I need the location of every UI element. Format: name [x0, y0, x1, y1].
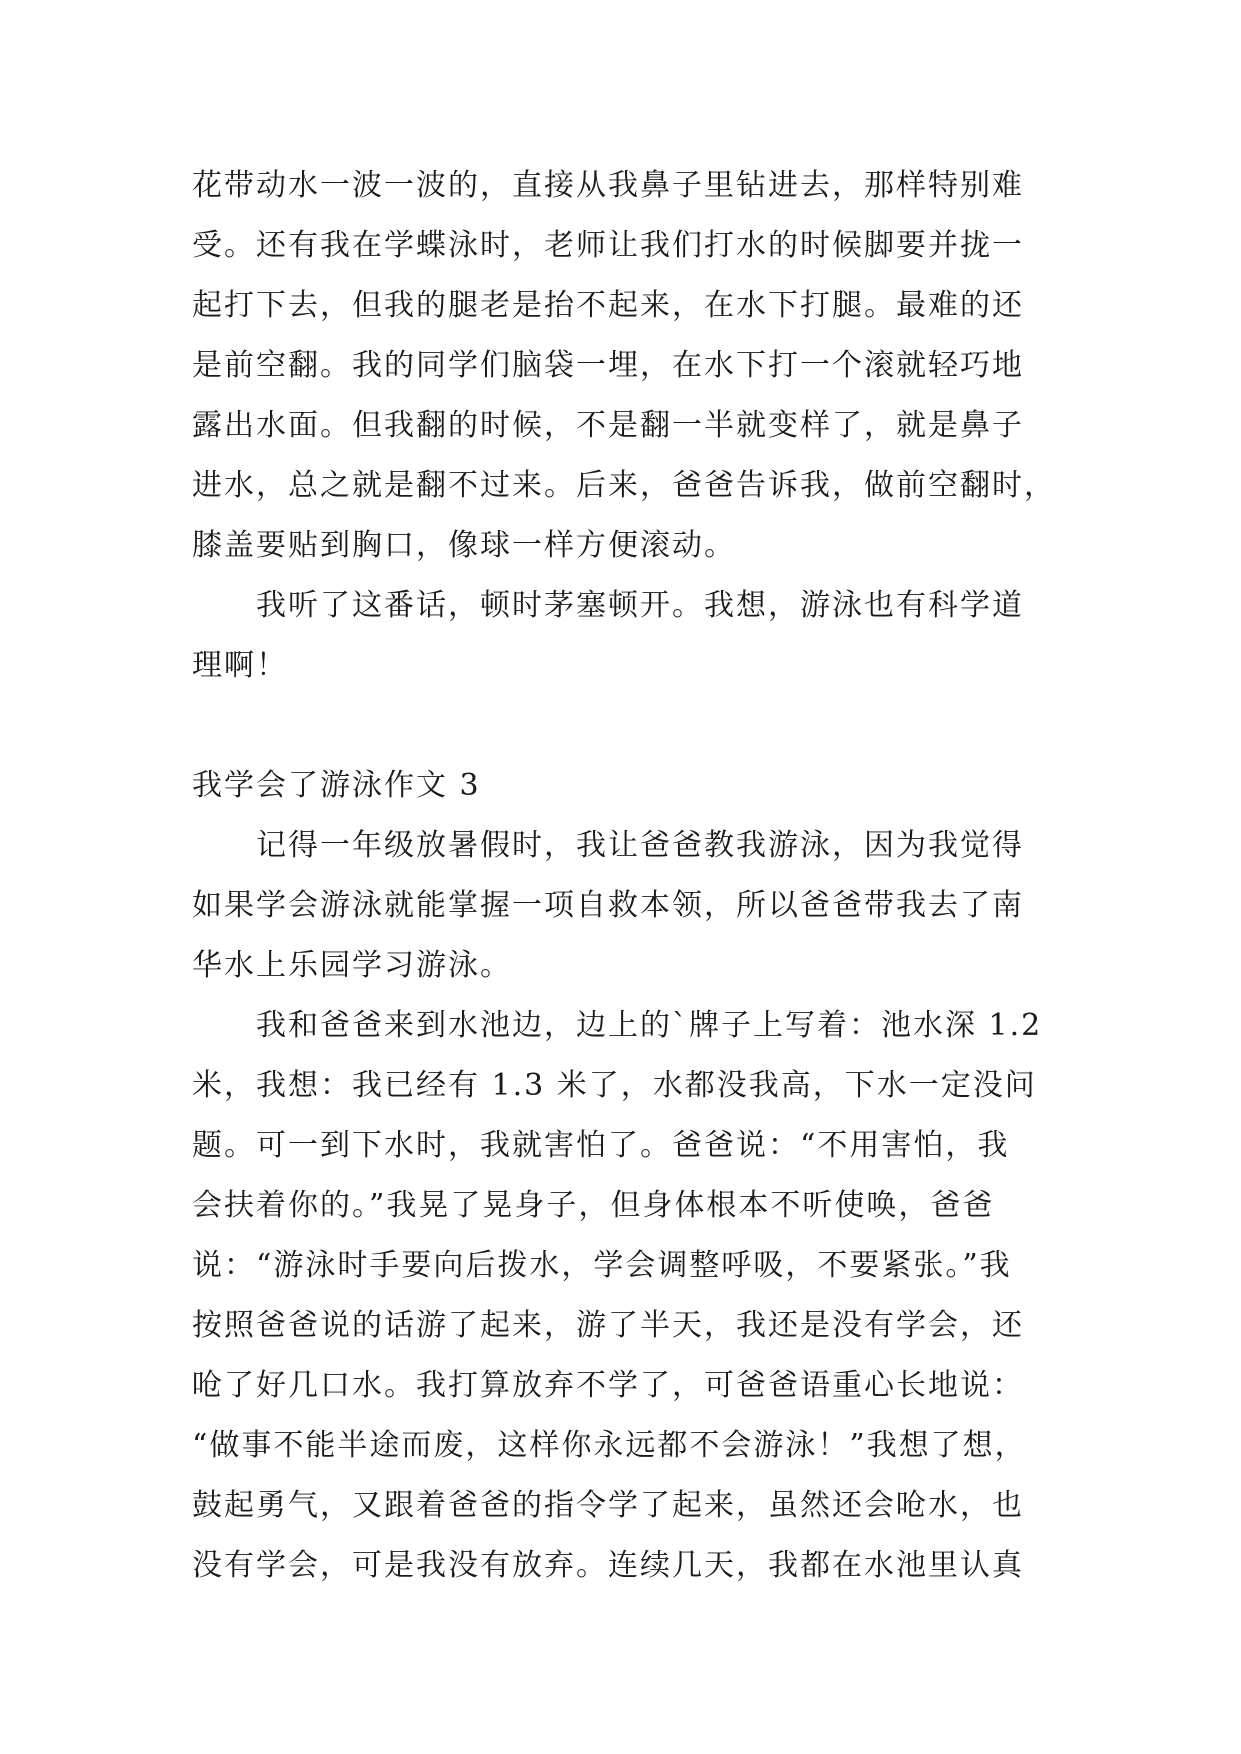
- text-line: 是前空翻。我的同学们脑袋一埋，在水下打一个滚就轻巧地: [192, 348, 1024, 383]
- text-line: 膝盖要贴到胸口，像球一样方便滚动。: [192, 528, 736, 563]
- text-line: 说：“游泳时手要向后拨水，学会调整呼吸，不要紧张。”我: [192, 1248, 1012, 1283]
- text-line: 题。可一到下水时，我就害怕了。爸爸说：“不用害怕，我: [192, 1128, 1010, 1163]
- section-heading: 我学会了游泳作文 3: [192, 768, 481, 803]
- text-line: 米，我想：我已经有 1.3 米了，水都没我高，下水一定没问: [192, 1068, 1037, 1103]
- text-line: 呛了好几口水。我打算放弃不学了，可爸爸语重心长地说：: [192, 1368, 1024, 1403]
- paragraph-2: [192, 576, 1082, 696]
- text-line: 记得一年级放暑假时，我让爸爸教我游泳，因为我觉得: [256, 828, 1024, 863]
- section-gap: [192, 696, 1082, 756]
- document-body: [192, 156, 1082, 1596]
- paragraph-1: [192, 156, 1082, 576]
- paragraph-3: [192, 816, 1082, 996]
- text-line: 露出水面。但我翻的时候，不是翻一半就变样了，就是鼻子: [192, 408, 1024, 443]
- text-line: 进水，总之就是翻不过来。后来，爸爸告诉我，做前空翻时，: [192, 468, 1056, 503]
- text-line: 按照爸爸说的话游了起来，游了半天，我还是没有学会，还: [192, 1308, 1024, 1343]
- paragraph-4: [192, 996, 1082, 1596]
- text-line: 我听了这番话，顿时茅塞顿开。我想，游泳也有科学道: [256, 588, 1024, 623]
- text-line: “做事不能半途而废，这样你永远都不会游泳！”我想了想，: [192, 1428, 1027, 1463]
- text-line: 受。还有我在学蝶泳时，老师让我们打水的时候脚要并拢一: [192, 228, 1024, 263]
- text-line: 理啊！: [192, 648, 288, 683]
- text-line: 会扶着你的。”我晃了晃身子，但身体根本不听使唤，爸爸: [192, 1188, 995, 1223]
- text-line: 鼓起勇气，又跟着爸爸的指令学了起来，虽然还会呛水，也: [192, 1488, 1024, 1523]
- text-line: 华水上乐园学习游泳。: [192, 948, 512, 983]
- text-line: 起打下去，但我的腿老是抬不起来，在水下打腿。最难的还: [192, 288, 1024, 323]
- text-line: 花带动水一波一波的，直接从我鼻子里钻进去，那样特别难: [192, 168, 1024, 203]
- text-line: 没有学会，可是我没有放弃。连续几天，我都在水池里认真: [192, 1548, 1024, 1583]
- text-line: 如果学会游泳就能掌握一项自救本领，所以爸爸带我去了南: [192, 888, 1024, 923]
- text-line: 我和爸爸来到水池边，边上的`牌子上写着：池水深 1.2: [256, 1008, 1043, 1043]
